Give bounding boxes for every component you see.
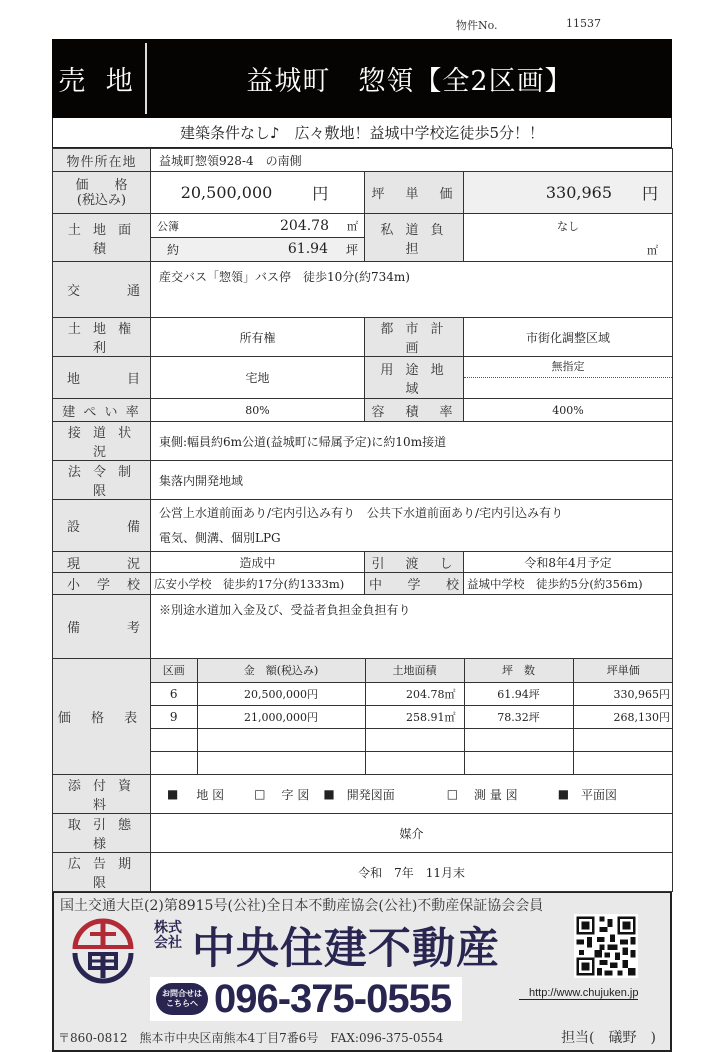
attachment-lot-map: 字 図 (281, 787, 310, 802)
land-area-registry (151, 214, 365, 238)
tsubo-price-value: 330,965 (545, 183, 613, 202)
row-transport (53, 262, 673, 318)
city-planning-value: 市街化調整区域 (464, 318, 673, 357)
area-cell (365, 728, 464, 751)
approx-unit: 坪 (345, 243, 358, 257)
attachment-mark-map: ■ (167, 787, 179, 801)
row-location (53, 149, 673, 172)
land-category-value: 宅地 (151, 357, 365, 399)
property-number (456, 17, 601, 33)
price-table-label: 価 格 表 (53, 659, 151, 775)
phone-number[interactable]: 096-375-0555 (214, 976, 452, 1021)
row-attachments (53, 775, 673, 814)
amount-cell (197, 751, 365, 774)
handover-label: 引 渡 し (365, 552, 464, 573)
status-label: 現 況 (53, 552, 151, 573)
area-cell: 258.91㎡ (365, 705, 464, 728)
facilities-line1: 公営上水道前面あり/宅内引込み有り 公共下水道前面あり/宅内引込み有り (159, 505, 564, 520)
attachments-cell (151, 775, 673, 814)
registry-unit: ㎡ (347, 219, 358, 233)
row-schools (53, 573, 673, 595)
elementary-value: 広安小学校 徒歩約17分(約1333m) (151, 573, 365, 595)
amount-cell: 21,000,000円 (197, 705, 365, 728)
facilities-line2: 電気、側溝、個別LPG (159, 530, 281, 545)
row-land-rights (53, 318, 673, 357)
remarks-label: 備 考 (53, 595, 151, 659)
row-transaction (53, 814, 673, 853)
row-land-category (53, 357, 673, 399)
remarks-value: ※別途水道加入金及び、受益者負担金負担有り (151, 595, 673, 659)
lot-cell: 6 (151, 682, 197, 705)
property-number-value: 11537 (566, 17, 601, 30)
company-logo-icon (70, 916, 136, 982)
land-area-label: 土 地 面 積 (53, 214, 151, 262)
use-zone-label: 用 途 地 域 (365, 357, 464, 399)
transport-label: 交 通 (53, 262, 151, 318)
association-text: 国土交通大臣(2)第8915号(公社)全日本不動産協会(公社)不動産保証協会会員 (60, 898, 544, 914)
attachments-label: 添 付 資 料 (53, 775, 151, 814)
tsubo-cell: 78.32坪 (464, 705, 573, 728)
use-zone-cell (464, 357, 673, 399)
company-footer (52, 892, 672, 1052)
row-land-area-registry (53, 214, 673, 238)
header-area: 土地面積 (365, 659, 464, 682)
floor-ratio-value: 400% (464, 399, 673, 422)
junior-high-value: 益城中学校 徒歩約5分(約356m) (464, 573, 673, 595)
land-area-approx (151, 238, 365, 262)
qr-code-icon[interactable] (574, 914, 638, 978)
area-cell (365, 751, 464, 774)
tsubo-cell (464, 728, 573, 751)
row-price (53, 172, 673, 214)
row-ad-period (53, 853, 673, 892)
details-table (52, 148, 673, 892)
row-remarks (53, 595, 673, 659)
price-label (53, 172, 151, 214)
price-table (151, 659, 673, 774)
header-lot: 区画 (151, 659, 197, 682)
price-table-row (151, 682, 673, 705)
corp-type: 株式会社 (154, 920, 182, 951)
area-cell: 204.78㎡ (365, 682, 464, 705)
private-road-cell (464, 214, 673, 262)
transaction-label: 取 引 態 様 (53, 814, 151, 853)
private-road-label: 私 道 負 担 (365, 214, 464, 262)
tsubo-cell: 61.94坪 (464, 682, 573, 705)
facilities-label: 設 備 (53, 500, 151, 552)
tsubo-price-label: 坪 単 価 (365, 172, 464, 214)
row-status (53, 552, 673, 573)
row-price-table (53, 659, 673, 775)
property-number-label: 物件No. (456, 19, 498, 32)
coverage-label: 建 ぺ い 率 (53, 399, 151, 422)
listing-title: 益城町 惣領【全2区画】 (246, 66, 573, 97)
property-sheet (52, 39, 672, 1052)
elementary-label: 小 学 校 (53, 573, 151, 595)
private-road-value: なし (557, 220, 580, 233)
company-name: 中央住建不動産 (192, 924, 500, 974)
price-unit: 円 (312, 184, 329, 203)
ad-period-label: 広 告 期 限 (53, 853, 151, 892)
road-access-value: 東側:幅員約6m公道(益城町に帰属予定)に約10m接道 (151, 422, 673, 461)
location-label: 物件所在地 (53, 149, 151, 172)
legal-restrictions-label: 法 令 制 限 (53, 461, 151, 500)
attachment-floor-plan: 平面図 (581, 787, 618, 802)
tsubo-price-cell (464, 172, 673, 214)
price-table-cell (151, 659, 673, 775)
catchcopy: 建築条件なし♪ 広々敷地！益城中学校迄徒歩5分！！ (52, 118, 672, 148)
transport-value: 産交バス「惣領」バス停 徒歩10分(約734m) (151, 262, 673, 318)
row-road-access (53, 422, 673, 461)
company-address: 〒860-0812 熊本市中央区南熊本4丁目7番6号 FAX:096-375-0554 (58, 1031, 444, 1045)
price-table-row (151, 705, 673, 728)
price-label-sub: (税込み) (76, 192, 127, 208)
attachment-map: 地 図 (196, 787, 225, 802)
ad-period-value: 令和 7年 11月末 (151, 853, 673, 892)
amount-cell (197, 728, 365, 751)
land-rights-value: 所有権 (151, 318, 365, 357)
phone-box (150, 977, 462, 1021)
attachment-mark-dev-plan: ■ (323, 787, 335, 801)
price-table-row (151, 728, 673, 751)
price-table-header (151, 659, 673, 682)
legal-restrictions-value: 集落内開発地域 (151, 461, 673, 500)
price-value: 20,500,000 (180, 183, 273, 202)
lot-cell: 9 (151, 705, 197, 728)
approx-value: 61.94 (287, 241, 328, 257)
city-planning-label: 都 市 計 画 (365, 318, 464, 357)
junior-high-label: 中 学 校 (365, 573, 464, 595)
tsubo-price-cell (573, 728, 673, 751)
registry-label: 公簿 (157, 219, 179, 233)
coverage-value: 80% (151, 399, 365, 422)
header-tsubo: 坪 数 (464, 659, 573, 682)
attachment-survey: 測 量 図 (474, 787, 518, 802)
registry-value: 204.78 (280, 217, 329, 234)
handover-value: 令和8年4月予定 (464, 552, 673, 573)
price-value-cell (151, 172, 365, 214)
facilities-cell (151, 500, 673, 552)
tsubo-price-cell: 268,130円 (573, 705, 673, 728)
website-link[interactable]: http://www.chujuken.jp (519, 987, 638, 1000)
tsubo-price-unit: 円 (642, 184, 659, 203)
attachment-dev-plan: 開発図面 (346, 787, 395, 802)
approx-label: 約 (167, 243, 180, 257)
attachment-mark-lot-map: □ (254, 787, 266, 801)
tsubo-cell (464, 751, 573, 774)
amount-cell: 20,500,000円 (197, 682, 365, 705)
lot-cell (151, 728, 197, 751)
contact-pill-line1: お問合せは (162, 989, 202, 998)
road-access-label: 接 道 状 況 (53, 422, 151, 461)
land-rights-label: 土 地 権 利 (53, 318, 151, 357)
price-label-main: 価 格 (75, 177, 128, 193)
transaction-value: 媒介 (151, 814, 673, 853)
header-tsubo-price: 坪単価 (573, 659, 673, 682)
contact-pill (156, 983, 208, 1015)
row-facilities (53, 500, 673, 552)
location-value: 益城町惣領928-4 の南側 (151, 149, 673, 172)
attachment-mark-floor-plan: ■ (557, 787, 570, 801)
row-legal-restrictions (53, 461, 673, 500)
price-table-row (151, 751, 673, 774)
use-zone-value: 無指定 (464, 358, 672, 378)
staff-in-charge: 担当( 礒野 ) (561, 1030, 656, 1046)
header-banner (52, 39, 672, 118)
use-zone-value2 (464, 378, 672, 398)
lot-cell (151, 751, 197, 774)
tsubo-price-cell: 330,965円 (573, 682, 673, 705)
status-value: 造成中 (151, 552, 365, 573)
contact-pill-line2: こちらへ (166, 999, 198, 1008)
land-category-label: 地 目 (53, 357, 151, 399)
listing-type: 売 地 (52, 43, 147, 114)
private-road-unit: ㎡ (647, 244, 659, 257)
attachment-mark-survey: □ (446, 787, 459, 801)
tsubo-price-cell (573, 751, 673, 774)
floor-ratio-label: 容 積 率 (365, 399, 464, 422)
row-coverage (53, 399, 673, 422)
header-amount: 金 額(税込み) (197, 659, 365, 682)
